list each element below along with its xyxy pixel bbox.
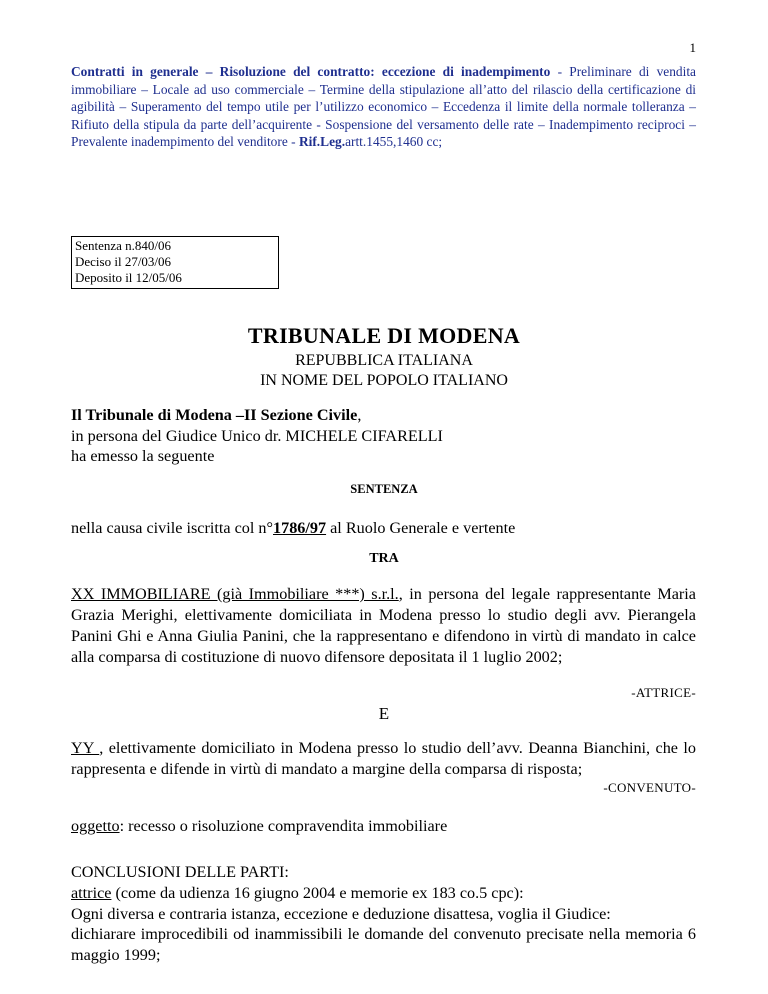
- oggetto-text: : recesso o risoluzione compravendita immobiliare: [119, 817, 448, 835]
- court-section-comma: ,: [357, 406, 362, 424]
- court-section: Il Tribunale di Modena –II Sezione Civile: [71, 406, 358, 424]
- defendant-role: -CONVENUTO-: [603, 780, 696, 795]
- issued-line: ha emesso la seguente: [71, 447, 215, 465]
- judge-line: in persona del Giudice Unico dr. MICHELE CIFARELLI: [71, 426, 443, 445]
- case-number: 1786/97: [273, 519, 327, 537]
- sentence-reference-box: [71, 236, 279, 289]
- conclusions-heading: CONCLUSIONI DELLE PARTI:: [71, 863, 289, 881]
- sentence-number: Sentenza n.840/06: [75, 238, 172, 253]
- republic-line: REPUBBLICA ITALIANA: [295, 352, 473, 369]
- case-summary: [71, 63, 696, 151]
- defendant-paragraph: [71, 738, 696, 780]
- causa-after: al Ruolo Generale e vertente: [326, 519, 516, 537]
- conclusions-section: [71, 862, 696, 966]
- summary-ref-text: artt.1455,1460 cc;: [345, 134, 443, 149]
- oggetto-line: [71, 816, 696, 837]
- summary-text: - Preliminare di vendita immobiliare – Locale ad uso commerciale – Termine della stipulazione all’atto del rilascio della certificazione di agibilità – Superamento del tempo utile per l’utilizzo economico – Eccedenza il limite della normale tolleranza – Rifiuto della stipula da parte dell’acquirente - Sospensione del versamento delle rate – Inadempimento reciproci – Prevalente inadempimento del venditore -: [71, 64, 697, 149]
- summary-ref-label: Rif.Leg.: [298, 134, 346, 149]
- causa-before: nella causa civile iscritta col n°: [71, 519, 273, 537]
- e-separator: E: [378, 704, 390, 723]
- page-number: 1: [689, 40, 696, 55]
- conclusion-line-1: Ogni diversa e contraria istanza, eccezione e deduzione disattesa, voglia il Giudice:: [71, 904, 611, 923]
- plaintiff-name: XX IMMOBILIARE (già Immobiliare ***) s.r.l.: [71, 585, 399, 603]
- defendant-text: , elettivamente domiciliato in Modena presso lo studio dell’avv. Deanna Bianchini, che lo rappresenta e difende in virtù di mandato a margine della comparsa di risposta;: [71, 739, 697, 778]
- sentenza-label: SENTENZA: [350, 482, 418, 496]
- plaintiff-role: -ATTRICE-: [631, 685, 696, 700]
- attrice-label: attrice: [71, 883, 112, 902]
- attrice-text: (come da udienza 16 giugno 2004 e memorie ex 183 co.5 cpc):: [111, 883, 524, 902]
- court-title: TRIBUNALE DI MODENA: [247, 323, 521, 348]
- decision-date: Deciso il 27/03/06: [75, 254, 172, 269]
- conclusion-line-2: dichiarare improcedibili od inammissibili le domande del convenuto precisate nella memoria 6 maggio 1999;: [71, 925, 696, 965]
- plaintiff-text: , in persona del legale rappresentante Maria Grazia Merighi, elettivamente domiciliata in Modena presso lo studio degli avv. Pierangela Panini Ghi e Anna Giulia Panini, che la rappresentano e difendono in virtù di mandato in calce alla comparsa di costituzione di nuovo difensore depositata il 1 luglio 2002;: [71, 585, 696, 666]
- filing-date: Deposito il 12/05/06: [75, 270, 182, 285]
- court-intro: [71, 405, 696, 467]
- causa-line: [71, 518, 696, 539]
- people-line: IN NOME DEL POPOLO ITALIANO: [260, 372, 508, 389]
- defendant-name: YY: [71, 739, 100, 757]
- tra-label: TRA: [369, 551, 399, 566]
- oggetto-label: oggetto: [71, 817, 120, 835]
- plaintiff-paragraph: [71, 584, 696, 668]
- attrice-conclusion-line: [71, 883, 696, 904]
- summary-heading: Contratti in generale – Risoluzione del contratto: eccezione di inadempimento: [71, 64, 551, 79]
